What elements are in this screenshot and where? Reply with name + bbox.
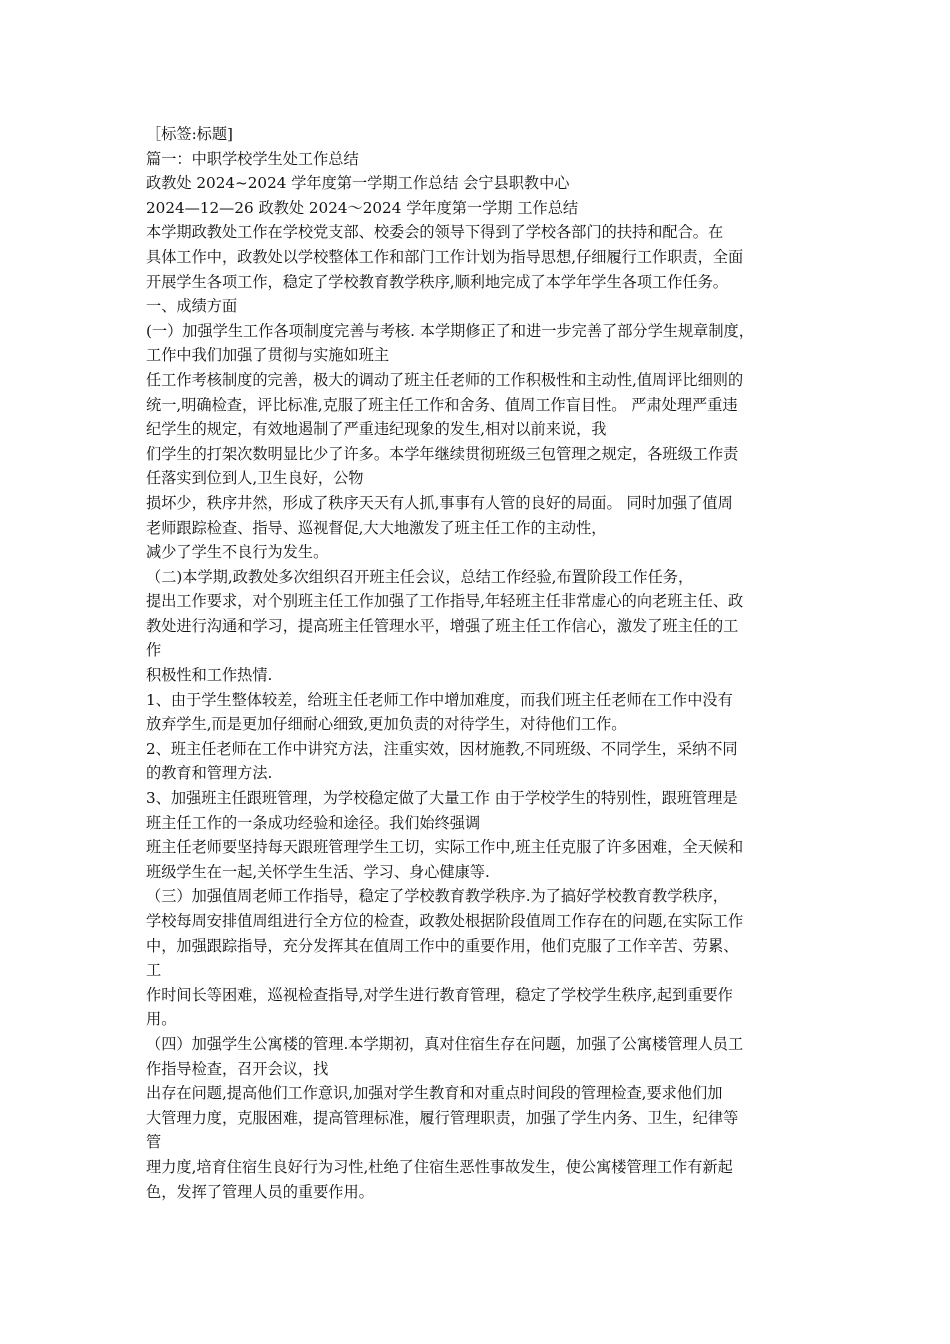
text-line: 作时间长等困难，巡视检查指导,对学生进行教育管理，稳定了学校学生秩序,起到重要作 bbox=[146, 985, 733, 1004]
text-line: 用。 bbox=[146, 1010, 177, 1029]
text-line: 班主任老师要坚持每天跟班管理学生工切，实际工作中,班主任克服了许多困难，全天候和 bbox=[146, 838, 744, 857]
text-line: 管 bbox=[146, 1133, 162, 1152]
text-line: 3、加强班主任跟班管理，为学校稳定做了大量工作 由于学校学生的特别性，跟班管理是 bbox=[146, 789, 738, 808]
text-line: 政教处 2024~2024 学年度第一学期工作总结 会宁县职教中心 bbox=[146, 174, 570, 193]
text-line: 提出工作要求，对个别班主任工作加强了工作指导,年轻班主任非常虚心的向老班主任、政 bbox=[146, 592, 744, 611]
text-line: 作指导检查，召开会议，找 bbox=[146, 1059, 329, 1078]
text-line: 工作中我们加强了贯彻与实施如班主 bbox=[146, 346, 389, 365]
text-line: 本学期政教处工作在学校党支部、校委会的领导下得到了学校各部门的扶持和配合。在 bbox=[146, 223, 724, 242]
text-line: 1、由于学生整体较差，给班主任老师工作中增加难度，而我们班主任老师在工作中没有 bbox=[146, 690, 733, 709]
text-line: 大管理力度，克服困难，提高管理标准，履行管理职责，加强了学生内务、卫生，纪律等 bbox=[146, 1108, 739, 1127]
text-line: 们学生的打架次数明显比少了许多。本学年继续贯彻班级三包管理之规定，各班级工作责 bbox=[146, 444, 739, 463]
text-line: （三）加强值周老师工作指导，稳定了学校教育教学秩序.为了搞好学校教育教学秩序， bbox=[146, 887, 728, 906]
text-line: 具体工作中，政教处以学校整体工作和部门工作计划为指导思想,仔细履行工作职责，全面 bbox=[146, 247, 744, 266]
text-line: 损坏少，秩序井然，形成了秩序天天有人抓,事事有人管的良好的局面。 同时加强了值周 bbox=[146, 493, 733, 512]
text-line: 中，加强跟踪指导，充分发挥其在值周工作中的重要作用，他们克服了工作辛苦、劳累、 bbox=[146, 936, 739, 955]
text-line: 纪学生的规定，有效地遏制了严重违纪现象的发生,相对以前来说，我 bbox=[146, 420, 607, 439]
text-line: 作 bbox=[146, 641, 162, 660]
text-line: 老师跟踪检查、指导、巡视督促,大大地激发了班主任工作的主动性， bbox=[146, 518, 607, 537]
text-line: （四）加强学生公寓楼的管理.本学期初，真对住宿生存在问题，加强了公寓楼管理人员工 bbox=[146, 1034, 744, 1053]
text-line: (一）加强学生工作各项制度完善与考核. 本学期修正了和进一步完善了部分学生规章制度， bbox=[146, 321, 754, 340]
text-line: 学校每周安排值周组进行全方位的检查，政教处根据阶段值周工作存在的问题,在实际工作 bbox=[146, 912, 744, 930]
text-line: 的教育和管理方法. bbox=[146, 764, 273, 783]
text-line: 出存在问题,提高他们工作意识,加强对学生教育和对重点时间段的管理检查,要求他们加 bbox=[146, 1084, 723, 1103]
text-line: 任工作考核制度的完善，极大的调动了班主任老师的工作积极性和主动性,值周评比细则的 bbox=[146, 370, 744, 389]
text-line: 理力度,培育住宿生良好行为习性,杜绝了住宿生恶性事故发生，使公寓楼管理工作有新起 bbox=[146, 1157, 733, 1176]
text-line: 篇一：中职学校学生处工作总结 bbox=[146, 149, 359, 168]
text-line: 班级学生在一起,关怀学生生活、学习、身心健康等. bbox=[146, 862, 490, 881]
text-line: 任落实到位到人,卫生良好，公物 bbox=[146, 469, 364, 488]
text-line: 积极性和工作热情. bbox=[146, 666, 273, 685]
text-line: 一、成绩方面 bbox=[146, 297, 238, 316]
text-line: （二)本学期,政教处多次组织召开班主任会议，总结工作经验,布置阶段工作任务， bbox=[146, 567, 694, 586]
text-line: 班主任工作的一条成功经验和途径。我们始终强调 bbox=[146, 813, 481, 832]
text-line: 教处进行沟通和学习，提高班主任管理水平，增强了班主任工作信心，激发了班主任的工 bbox=[146, 616, 739, 635]
text-line: 放弃学生,而是更加仔细耐心细致,更加负责的对待学生，对待他们工作。 bbox=[146, 715, 627, 734]
text-line: 减少了学生不良行为发生。 bbox=[146, 543, 329, 562]
text-line: 2024—12—26 政教处 2024～2024 学年度第一学期 工作总结 bbox=[146, 198, 579, 217]
text-line: 2、班主任老师在工作中讲究方法，注重实效，因材施教,不同班级、不同学生，采纳不同 bbox=[146, 739, 738, 758]
text-line: 统一,明确检查，评比标准,克服了班主任工作和舍务、值周工作盲目性。 严肃处理严重违 bbox=[146, 395, 738, 414]
document-body bbox=[146, 122, 818, 1204]
text-line: 色，发挥了管理人员的重要作用。 bbox=[146, 1182, 374, 1201]
text-line: 工 bbox=[146, 961, 162, 980]
text-line: ［标签:标题] bbox=[146, 125, 233, 143]
text-line: 开展学生各项工作，稳定了学校教育教学秩序,顺利地完成了本学年学生各项工作任务。 bbox=[146, 272, 728, 291]
